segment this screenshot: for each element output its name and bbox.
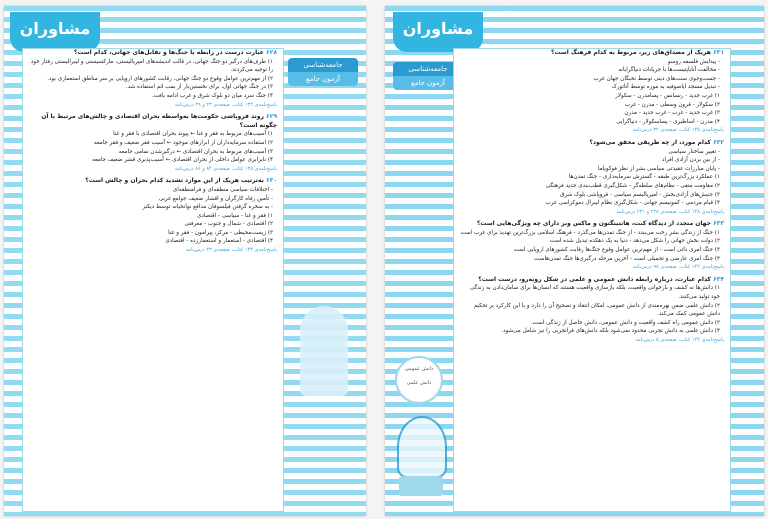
answer-option: - تبدیل مسجد ایاصوفیه به موزه توسط آتاتورک — [611, 84, 720, 91]
question-block — [454, 220, 730, 272]
question-block — [454, 139, 730, 216]
left-page — [4, 6, 366, 516]
answer-option: ۲) استفاده سرمایه‌داران از ابزارهای موجود ← آسیب فقر ضعیف و فقر جامعه — [93, 139, 273, 146]
answer-option: ۱) فقر و غنا - سیاسی - اقتصادی — [196, 212, 273, 219]
question-title — [29, 177, 277, 186]
subject-tag — [288, 58, 358, 86]
answer-source-reference: پاسخ‌نامه‌ی ۱۴۵ کتاب، صفحه‌ی ۸۴ و ۸۶ درس‌نامه — [174, 165, 277, 172]
question-number: ۶۲۹ — [263, 113, 277, 121]
answer-option: ۲) اقتصادی - شمال و جنوب - معرفتی — [184, 221, 273, 228]
answer-option: ۳) جنبش‌های آزادی‌بخش - امپریالیسم سیاسی - فروپاشی بلوک شرق — [560, 191, 720, 198]
question-title — [460, 220, 724, 229]
answer-option: ۲) مقاومت منفی - نظام‌های سلطه‌گر - شکل‌گیری قطب‌بندی جدید فرهنگی — [545, 182, 720, 189]
subject-tag-subtitle: آزمون جامع — [393, 76, 463, 90]
question-number: ۶۳۱ — [710, 49, 724, 56]
question-text: کدام مورد، از چه طریقی محقق می‌شود؟ — [589, 138, 711, 146]
answer-option: ۴) اقتصادی - استعمار و استعمارزده - اقتصادی — [165, 238, 273, 245]
publisher-logo: مشاوران — [10, 12, 100, 52]
answer-source-reference: پاسخ‌نامه‌ی ۱۴۲ کتاب، صفحه‌ی ۹۸ درس‌نامه — [632, 264, 724, 271]
diagram-outer-label: دانش عمومی — [404, 366, 434, 372]
answer-option: ۳) دانش عمومی راه کشف واقعیت و دانش عمومی، دانش حاصل از زندگی است. — [530, 319, 720, 326]
question-text: کدام عبارت، درباره رابطه دانش عمومی و علمی در شکل روبه‌رو، درست است؟ — [478, 275, 711, 283]
question-text: روند فروپاشی حکومت‌ها به‌واسطه بحران اقتصادی و چالش‌های مرتبط با آن چگونه است؟ — [41, 113, 277, 129]
question-block — [454, 49, 730, 135]
question-number: ۶۲۸ — [263, 49, 277, 56]
question-title — [460, 49, 724, 58]
answer-source-reference: پاسخ‌نامه‌ی ۱۳۵ کتاب، صفحه‌ی ۳۲ درس‌نامه — [632, 127, 724, 134]
answer-option: ۳) جنگ امری ذاتی است - از مهم‌ترین عوامل وقوع جنگ‌ها رقابت کشورهای اروپایی است — [513, 247, 720, 254]
answer-option: - جست‌وجوی سنت‌های دینی توسط نخبگان جهان غرب — [593, 75, 720, 82]
question-number: ۶۳۲ — [710, 138, 724, 146]
questions-column — [453, 48, 731, 512]
questions-column — [22, 48, 284, 512]
answer-option: - از بین بردن آزادی افراد — [662, 157, 720, 164]
question-text: عبارت درست در رابطه با جنگ‌ها و تقابل‌های جهانی، کدام است؟ — [73, 49, 264, 56]
subject-tag-subtitle: آزمون جامع — [288, 72, 358, 86]
answer-option: ۱) جنگ از زندگی بشر رخت می‌بندد - از جنگ تمدن‌ها می‌گذرد - فرهنگ اسلامی بزرگ‌ترین تهدید برای غرب است — [460, 229, 720, 236]
question-block — [23, 113, 283, 173]
answer-option: ۳) آسیب‌های مربوط به بحران اقتصادی ← درگیرشدن تمامی جامعه — [118, 148, 273, 155]
question-title — [460, 139, 724, 148]
answer-option: ۴) دانش علمی به دانش تجربی محدود نمی‌شود بلکه دانش‌های فراتجربی را نیز شامل می‌شود. — [501, 328, 720, 335]
subject-tag-title: جامعه‌شناسی — [288, 58, 358, 72]
answer-option: - تغییر ساختار سیاسی — [668, 148, 720, 155]
answer-option: ۲) دولت بخش جهانی را شکل می‌دهد - دنیا به یک دهکده تبدیل شده است — [549, 238, 720, 245]
answer-option: ۴) جنگ امری عارضی و تحمیلی است - آخرین مرحله درگیری‌ها جنگ تمدن‌هاست — [534, 255, 720, 262]
answer-option: - تأمین رفاه کارگران و اقشار ضعیف جوامع غربی — [158, 195, 273, 202]
answer-option: ۴) مدرن - اساطیری - پساسکولار - دنیاگرایی — [616, 118, 720, 125]
question-text: جهان متجدد از دیدگاه کنت، هانتینگتون و ماکس وبر دارای چه ویژگی‌هایی است؟ — [476, 220, 711, 228]
answer-option: - به سخره گرفتن فیلسوفان مدافع نوانخیانه توسط دیکنز — [142, 204, 273, 211]
question-block — [454, 276, 730, 345]
answer-option: ۴) جنگ سرد میان دو بلوک شرق و غرب ادامه یافت. — [151, 92, 273, 99]
right-page — [385, 6, 764, 516]
answer-source-reference: پاسخ‌نامه‌ی ۱۴۸ کتاب، صفحه‌ی ۲۲۸ و ۲۳۱ درس‌نامه — [616, 208, 724, 215]
answer-option: ۱) دانش‌ها نه کشف و بازخوانی واقعیت، بلکه بازسازی واقعیت هستند که انسان‌ها برای سامان‌دادن به زندگی خود تولید می‌کنند. — [469, 285, 720, 301]
publisher-logo: مشاوران — [393, 12, 483, 52]
answer-option: ۴) نابرابری عوامل داخلی از بحران اقتصادی ← آسیب‌پذیری قشر ضعیف جامعه — [92, 157, 273, 164]
question-number: ۶۳۰ — [263, 177, 277, 185]
question-number: ۶۳۳ — [710, 220, 724, 228]
answer-option: ۳) غرب جدید - غرب - غرب جدید - مدرن — [624, 110, 720, 117]
answer-option: - پایان مبارزات عقیدتی سیاسی بشر از نظر فوکویاما — [597, 165, 720, 172]
question-title — [29, 49, 277, 58]
answer-option: ۱) عملکرد بزرگ‌ترین طبقه - گسترش سرمایه‌داری - جنگ تمدن‌ها — [568, 174, 720, 181]
lamp-decoration — [397, 416, 447, 478]
answer-source-reference: پاسخ‌نامه‌ی ۱۲۴ کتاب، صفحه‌ی ۵ درس‌نامه — [635, 337, 724, 343]
question-title — [29, 113, 277, 130]
answer-option: ۱) غرب جدید - رنسانس - پسامدرن - سکولار — [615, 92, 720, 99]
question-text: به‌ترتیب هریک از این موارد تشدید کدام بحران و چالش است؟ — [85, 177, 264, 185]
subject-tag-title: جامعه‌شناسی — [393, 62, 463, 76]
answer-option: ۴) قیام مردمی - کمونیسم جهانی - شکل‌گیری نظام لیبرال دموکراسی غرب — [545, 200, 720, 207]
answer-option: ۲) از مهم‌ترین عوامل وقوع دو جنگ جهانی، رقابت کشورهای اروپایی بر سر مناطق استعماری بود. — [47, 75, 273, 82]
answer-option: ۱) آسیب‌های مربوط به فقر و غنا ← پیوند بحران اقتصادی با فقر و غنا — [113, 131, 273, 138]
question-text: هریک از مصداق‌های زیر، مربوط به کدام فرهنگ است؟ — [551, 49, 711, 56]
book-decoration — [399, 476, 443, 496]
question-title — [460, 276, 724, 285]
question-block — [23, 49, 283, 109]
answer-option: ۳) زیست‌محیطی - مرکز، پیرامون - فقر و غنا — [168, 229, 273, 236]
answer-option: ۲) سکولار - قرون وسطی - مدرن - غرب — [624, 101, 720, 108]
rocket-decoration — [300, 306, 348, 396]
answer-option: - مخالفت آناباپتیست‌ها با جریانات دنیاگرایانه — [618, 67, 720, 74]
answer-source-reference: پاسخ‌نامه‌ی ۱۳۴ کتاب، صفحه‌ی ۲۳ و ۲۹ درس‌نامه — [174, 101, 277, 108]
answer-option: ۱) طرف‌های درگیر دو جنگ جهانی، در قالب اندیشه‌های امپریالیستی، مارکسیستی و لیبرالیستی رفتار خود را توجیه می‌کردند. — [30, 58, 273, 74]
answer-option: - اختلافات سیاسی منطقه‌ای و فرامنطقه‌ای — [172, 186, 273, 193]
answer-option: ۳) در جنگ جهانی اول، برای نخستین‌بار از بمب اتم استفاده شد. — [125, 84, 273, 91]
answer-option: ۲) دانش علمی ضمن بهره‌مندی از دانش عمومی، امکان انتقاد و تصحیح آن را دارد و با این کارکرد بر تحکیم دانش عمومی کمک می‌کند. — [473, 302, 720, 318]
knowledge-diagram — [395, 356, 443, 404]
answer-source-reference: پاسخ‌نامه‌ی ۱۳۴ کتاب، صفحه‌ی ۲۳ درس‌نامه — [185, 247, 277, 254]
answer-option: - پیدایش فلسفه روسو — [667, 58, 720, 65]
question-number: ۶۳۴ — [710, 275, 724, 283]
diagram-inner-label: دانش علمی — [406, 380, 432, 386]
question-block — [23, 177, 283, 254]
